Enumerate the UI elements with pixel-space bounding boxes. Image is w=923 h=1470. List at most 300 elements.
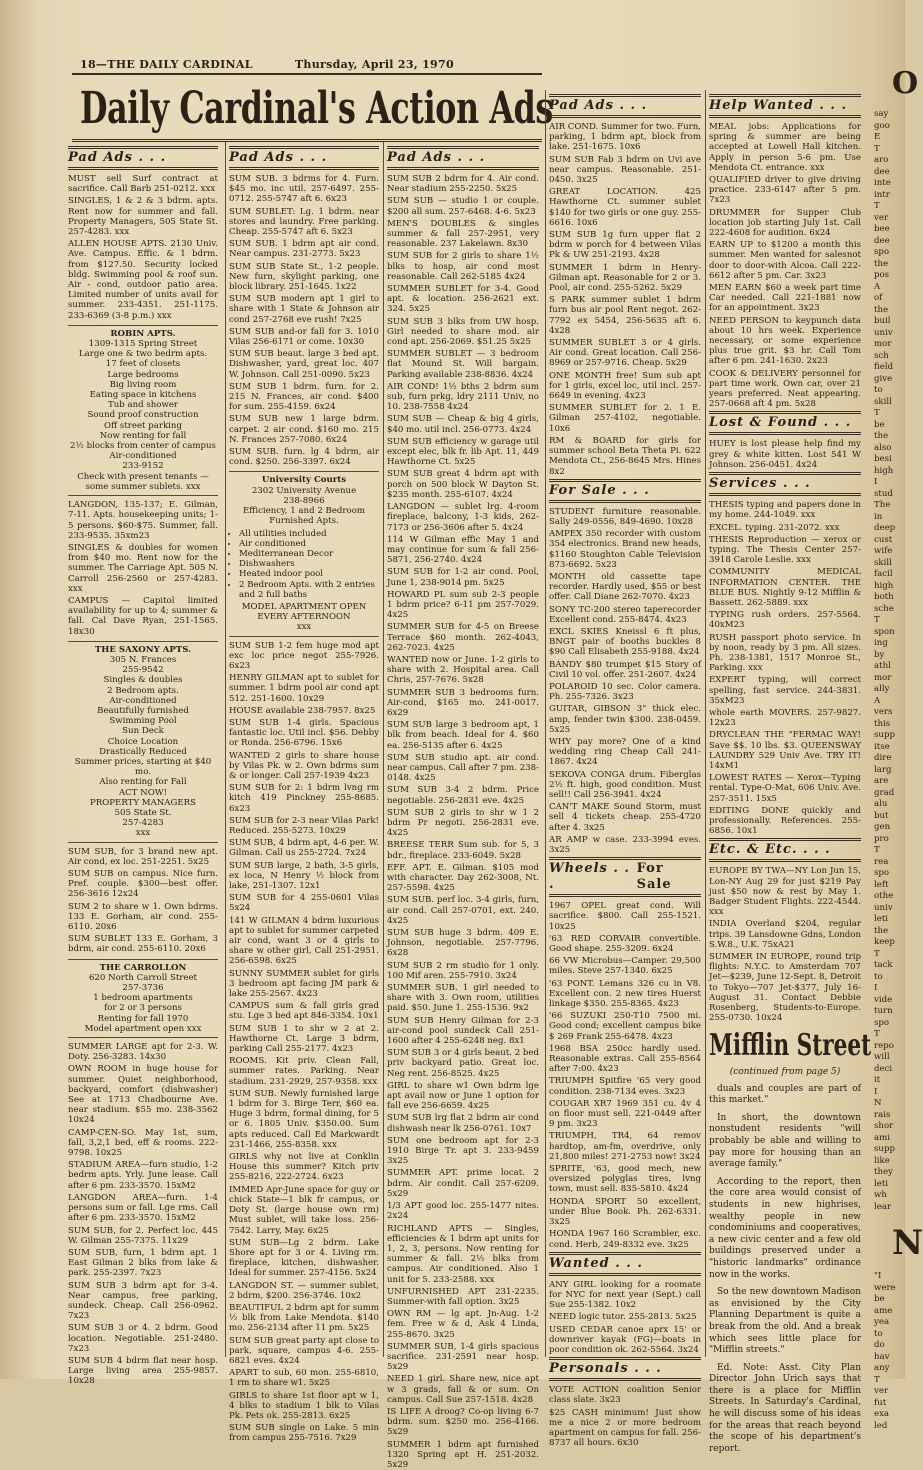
classified-ad: EXPERT typing, will correct spelling, fast service. 244-3831. 35xM23 bbox=[709, 675, 861, 706]
classified-ad: LOWEST RATES — Xerox—Typing rental. Type-O-Mat, 606 Univ. Ave. 257-3511. 15x5 bbox=[709, 773, 861, 804]
text-fragment: skill bbox=[874, 557, 892, 568]
story-headline: Mifflin Street bbox=[709, 1028, 872, 1064]
story-paragraph: In short, the downtown nonstudent residents "will probably be able and willing to pay more for housing than an average family." bbox=[709, 1112, 861, 1170]
classified-ad: LANGDON AREA—furn. 1-4 persons sum or fall. Lge rms. Call after 6 pm. 233-3570. 15xM2 bbox=[68, 1192, 218, 1224]
classified-ad: SUMMER SUBLET 3 or 4 girls. Air cond. Great location. Call 256-8969 or 257-9716. Cheap. 5x29 bbox=[549, 338, 701, 369]
display-ad-line: MODEL APARTMENT OPEN bbox=[241, 601, 367, 612]
text-fragment: T bbox=[874, 1374, 880, 1385]
classified-ad: whole earth MOVERS. 257-9827. 12x23 bbox=[709, 707, 861, 729]
classified-ad: HONDA SPORT 50 excellent, under Blue Book. Ph. 262-6331. 3x25 bbox=[549, 1196, 701, 1228]
text-fragment: this bbox=[874, 718, 891, 729]
display-ad-line: Check with present tenants — some summer sublets. xxx bbox=[77, 471, 209, 492]
classified-ad: AMPEX 350 recorder with custom 354 electronics. Brand new heads, $1160 Stoughton Cable Television 873-6692. 5x23 bbox=[549, 529, 701, 570]
display-ad-line: Furnished Apts. bbox=[269, 516, 339, 527]
text-fragment: ally bbox=[874, 684, 890, 694]
story-paragraph: Ed. Note: Asst. City Plan Director John Urich says that there is a place for Mifflin Streets. In Saturday's Cardinal, he will discuss some of his ideas for the areas that reach beyond the scope of his department's report. bbox=[709, 1362, 861, 1454]
ad-list bbox=[68, 174, 218, 321]
classified-ad: SUM SUB 1-2 fem huge mod apt exc loc price negot 255-7926. 6x23 bbox=[229, 640, 379, 671]
display-ad-line: 2½ blocks from center of campus bbox=[70, 441, 216, 452]
text-fragment: T bbox=[874, 1029, 880, 1039]
text-fragment: stud bbox=[874, 488, 893, 499]
classified-ad: SUMMER 1 bdrm in Henry-Gilman apt. Reasonable for 2 or 3. Pool, air cond. 255-5262. 5x29 bbox=[549, 262, 701, 294]
text-fragment: facil bbox=[874, 569, 893, 579]
text-fragment: pro bbox=[874, 833, 889, 844]
text-fragment: left bbox=[874, 879, 889, 890]
classified-ad: SUM SUB 3 blks from UW hosp. Girl needed to share mod. air cond apt. 256-2069. $51.25 5x25 bbox=[387, 316, 539, 348]
classified-ad: USED CEDAR canoe aprx 15' or downriver kayak (FG)—boats in poor condition ok. 262-5564. 3x24 bbox=[549, 1324, 701, 1355]
amenity-item: • All utilities included bbox=[239, 529, 379, 539]
classified-ad: SUM SUB 2 bdrm for 4. Air cond. Near stadium 255-2250. 5x25 bbox=[387, 174, 539, 195]
classified-ad: EUROPE BY TWA—NY Lon Jun 15, Lon-NY Aug 29 for just $219 Pay just $50 now & rest by May 1. Badger Student Flights. 222-4544. xxx bbox=[709, 866, 861, 918]
classified-ad: SUM SUB 1 to shr w 2 at 2. Hawthorne Ct. Large 3 bdrm, parking Call 255-2177. 4x23 bbox=[229, 1023, 379, 1055]
text-fragment: shor bbox=[874, 1121, 894, 1131]
classified-ad: AIR COND! 1½ bths 2 bdrm sum sub, furn prkg, ldry 2111 Univ, no 10. 238-7558 4x24 bbox=[387, 381, 539, 413]
text-fragment: wh bbox=[874, 1190, 887, 1200]
text-fragment: mor bbox=[874, 339, 892, 349]
section-header-pad-ads: Pad Ads . . . bbox=[229, 146, 379, 170]
column-rule bbox=[383, 142, 384, 1357]
classified-ad: SUMMER SUB. 1 girl needed to share with 3. Own room, utilities paid. $50. June 1. 255-1536. 9x2 bbox=[387, 983, 539, 1014]
classified-ad: SUM SUB, for 3 brand new apt. Air cond, ex loc. 251-2251. 5x25 bbox=[68, 846, 218, 867]
classified-ad: IS LIFE A droog? Co-op living 6-7 bdrm. sum. $250 mo. 256-4166. 5x29 bbox=[387, 1406, 539, 1438]
classified-ad: COUGAR XR7 1969 351 cu. 4v 4 on floor must sell. 221-0449 after 9 pm. 3x23 bbox=[549, 1098, 701, 1130]
classified-ad: SINGLES, 1 & 2 & 3 bdrm. apts. Rent now for summer and fall. Property Managers, 505 State St. 257-4283. xxx bbox=[68, 196, 218, 238]
display-ad-line: Tub and shower bbox=[107, 400, 179, 411]
text-fragment: T bbox=[874, 408, 880, 418]
classified-ad: SUMMER SUBLET — 3 bedroom flat Mound St. Will bargain. Parking available 238-8836. 4x24 bbox=[387, 349, 539, 380]
text-fragment: ame bbox=[874, 1305, 893, 1316]
text-fragment: the bbox=[874, 258, 889, 269]
classified-ad: TRIUMPH Spitfire '65 very good condition. 238-7134 eves. 3x23 bbox=[549, 1076, 701, 1097]
text-fragment: ver bbox=[874, 212, 889, 223]
text-fragment: ver bbox=[874, 1386, 889, 1396]
classified-ad: HENRY GILMAN apt to sublet for summer. 1 bdrm pool air cond apt 512. 251-1600. 10x29 bbox=[229, 673, 379, 704]
display-ad-line: Now renting for fall bbox=[99, 430, 187, 441]
display-ad-title: THE CARROLLON bbox=[99, 962, 187, 973]
classified-ad: SUM SUB 3 or 4. 2 bdrm. Good location. Negotiable. 251-2480. 7x23 bbox=[68, 1323, 218, 1354]
text-fragment: vide bbox=[874, 994, 893, 1005]
text-fragment: sch bbox=[874, 350, 889, 361]
classified-ad: SUM SUB and-or fall for 3. 1010 Vilas 256-6171 or come. 10x30 bbox=[229, 326, 379, 348]
display-ad-title: University Courts bbox=[261, 475, 347, 486]
text-fragment: yea bbox=[874, 1317, 890, 1327]
classified-ad: MUST sell Surf contract at sacrifice. Call Barb 251-0212. xxx bbox=[68, 174, 218, 195]
page-number: 18—THE DAILY CARDINAL bbox=[80, 58, 253, 71]
adjacent-headline-fragment-2: N bbox=[892, 1223, 923, 1263]
classified-ad: SUM SUB lrg flat 2 bdrm air cond dishwash near lk 256-0761. 10x7 bbox=[387, 1113, 539, 1134]
classified-ad: SUM SUB. 1 bdrm apt air cond. Near campus. 231-2773. 5x23 bbox=[229, 239, 379, 260]
classified-ad: HONDA 1967 160 Scrambler, exc. cond. Herb, 249-8332 eve. 3x25 bbox=[549, 1229, 701, 1250]
classified-ad: AIR COND. Summer for two. Furn, parking, 1 bdrm apt, block from lake. 251-1675. 10x6 bbox=[549, 122, 701, 153]
classified-ad: SUMMER 1 bdrm apt furnished 1320 Spring apt H. 251-2032. 5x29 bbox=[387, 1439, 539, 1470]
story-jump-line: (continued from page 5) bbox=[729, 1067, 841, 1078]
classified-ad: SUM one bedroom apt for 2-3 1910 Birge Tr. apt 3. 233-9459 3x25 bbox=[387, 1135, 539, 1167]
issue-date: Thursday, April 23, 1970 bbox=[294, 58, 454, 71]
text-fragment: high bbox=[874, 580, 894, 591]
text-fragment: rais bbox=[874, 1109, 891, 1120]
classified-ad: SUM SUB beaut. large 3 bed apt. Dishwasher, yard, great loc. 407 W. Johnson. Call 251-0090. 5x23 bbox=[229, 349, 379, 380]
display-ad-footer bbox=[229, 602, 379, 633]
text-fragment: were bbox=[874, 1282, 896, 1293]
column-1 bbox=[68, 144, 218, 1387]
classified-ad: CAN'T MAKE Sound Storm, must sell 4 tickets cheap. 255-4720 after 4. 3x25 bbox=[549, 802, 701, 833]
text-fragment: high bbox=[874, 465, 894, 476]
text-fragment: spon bbox=[874, 626, 895, 637]
folio-line bbox=[80, 58, 560, 71]
ad-list bbox=[549, 507, 701, 856]
column-2 bbox=[229, 144, 379, 1444]
classified-ad: IMMED Apr-June space for guy or chick State—1 blk fr campus, or Doty St. (large house own rm) Must sublet, will take loss. 256-7542. Larry, May. 6x25 bbox=[229, 1184, 379, 1236]
classified-ad: POLAROID 10 sec. Color camera. Ph. 255-7326. 3x23 bbox=[549, 681, 701, 703]
text-fragment: will bbox=[874, 1052, 890, 1062]
display-ad-bullets bbox=[229, 529, 379, 600]
section-header-help-wanted: Help Wanted . . . bbox=[709, 94, 861, 118]
ad-list bbox=[549, 901, 701, 1250]
text-fragment: they bbox=[874, 1167, 893, 1177]
display-ad-title: THE SAXONY APTS. bbox=[94, 644, 192, 655]
classified-ad: SUM SUBLET: Lg. 1 bdrm. near stores and laundry. Free parking. Cheap. 255-5747 aft 6. 5x23 bbox=[229, 206, 379, 238]
classified-ad: HUEY is lost please help find my grey & white kitten. Lost 541 W Johnson. 256-0451. 4x24 bbox=[709, 439, 861, 470]
classified-ad: WANTED 2 girls to share house by Vilas Pk. w 2. Own bdrms sum & or longer. Call 257-1939 4x23 bbox=[229, 750, 379, 781]
text-fragment: T bbox=[874, 948, 880, 959]
classified-ad: INDIA Overland $204, regular trips. 39 Lansdowne Gdns, London S.W.8., U.K. 75xA21 bbox=[709, 919, 861, 950]
text-fragment: like bbox=[874, 1155, 890, 1166]
story-paragraph: So the new downtown Madison as envisioned by the City Planning Department is quite a break from the old. And a break which sees little place for "Mifflin streets." bbox=[709, 1287, 861, 1356]
column-3 bbox=[387, 144, 539, 1470]
text-fragment: keep bbox=[874, 937, 895, 947]
classified-ad: 66 VW Microbus—Camper. 29,500 miles. Steve 257-1340. 6x25 bbox=[549, 956, 701, 977]
text-fragment: are bbox=[874, 776, 889, 786]
classified-ad: SUM SUB 1 bdrm. furn. for 2. 215 N. Frances, air cond. $400 for sum. 255-4159. 6x24 bbox=[229, 381, 379, 413]
text-fragment: the bbox=[874, 431, 889, 441]
text-fragment: I bbox=[874, 477, 878, 487]
classified-ad: LANGDON, 135-137; E. Gilman, 7-11. Apts. housekeeping units; 1-5 persons. $60-$75. Summer, fall. 233-9535. 35xm23 bbox=[68, 500, 218, 541]
text-fragment: larg bbox=[874, 764, 892, 775]
classified-ad: SUM SUB Fab 3 bdrm on Uvi ave near campus. Reasonable. 251-0450. 3x25 bbox=[549, 154, 701, 186]
display-ad-line: for 2 or 3 persons bbox=[104, 1003, 182, 1014]
text-fragment: spo bbox=[874, 868, 890, 878]
display-ad-line: Large one & two bedrm apts. bbox=[78, 349, 208, 360]
classified-ad: NEED PERSON to keypunch data about 10 hrs week. Experience necessary, or some experience plus true grit. $3 hr. Call Tom after 6 pm. 241-1630. 2x23 bbox=[709, 315, 861, 367]
text-fragment: N bbox=[874, 1098, 882, 1108]
ad-list bbox=[709, 439, 861, 470]
section-header-lost-found: Lost & Found . . . bbox=[709, 411, 861, 435]
classified-ad: ALLEN HOUSE APTS. 2130 Univ. Ave. Campus. Effic. & 1 bdrm. from $127.50. Security locked bldg. Swimming pool & roof sun. Air - cond, outdoor patio area. Limited number of units avail for summer. 233-4351. 251-1175. 233-6369 (3-8 p.m.) xxx bbox=[68, 239, 218, 321]
wheels-for-sale-label: For Sale bbox=[636, 861, 672, 893]
display-ad-line: Choice Location bbox=[107, 736, 179, 747]
ad-list bbox=[68, 847, 218, 955]
classified-ad: SUMMER SUBLET for 2. 1 E. Gilman 257-4102, negotiable. 10x6 bbox=[549, 403, 701, 434]
classified-ad: DRYCLEAN THE "FERMAC WAY! Save $$. 10 lbs. $3. QUEENSWAY LAUNDRY 529 Univ Ave. TRY IT! 14xM1 bbox=[709, 730, 861, 771]
text-fragment: othe bbox=[874, 891, 894, 901]
classified-ad: TRIUMPH, TR4, 64 remov hardtop, am-fm, overdrive, only 21,800 miles! 271-2753 now! 3x24 bbox=[549, 1131, 701, 1162]
column-5 bbox=[709, 92, 872, 1454]
text-fragment: vers bbox=[874, 707, 893, 717]
display-ad-line: 1 bedroom apartments bbox=[93, 993, 193, 1004]
classified-ad: UNFURNISHED APT 231-2235. Summer-with fall option. 3x25 bbox=[387, 1286, 539, 1307]
text-fragment: lear bbox=[874, 1201, 892, 1212]
story-paragraph: According to the report, then the core area would consist of students in new highrises, wealthy people in new condominiums and cooperatives, a new civic center and a few old buildings preserved under a "historic landmarks" ordinance now in the works. bbox=[709, 1176, 861, 1280]
text-fragment: A bbox=[874, 695, 881, 706]
text-fragment: grad bbox=[874, 787, 895, 798]
classified-ad: BREESE TERR Sum sub. for 5, 3 bdr., fireplace. 233-6049. 5x28 bbox=[387, 840, 539, 861]
section-header-personals: Personals . . . bbox=[549, 1357, 701, 1381]
classified-ad: SUM SUB, for 2. Perfect loc. 445 W. Gilman 255-7375. 11x29 bbox=[68, 1225, 218, 1246]
text-fragment: cust bbox=[874, 534, 893, 545]
classified-ad: QUALIFIED driver to give driving practice. 233-6147 after 5 pm. 7x23 bbox=[709, 175, 861, 206]
classified-ad: SUM SUB 3 or 4 girls beaut. 2 bed priv backyard patio. Great loc. Neg rent. 256-8525. 4x25 bbox=[387, 1048, 539, 1079]
amenity-item: • Dishwashers bbox=[239, 559, 379, 569]
classified-ad: STADIUM AREA—furn studio, 1-2 bedrm apts. Yrly. June lease. Call after 6 pm. 233-3570. 15xM2 bbox=[68, 1160, 218, 1191]
ad-list bbox=[709, 500, 861, 836]
text-fragment: the bbox=[874, 304, 889, 315]
classified-ad: SUNNY SUMMER sublet for girls 3 bedroom apt facing JM park & lake 255-2567. 4x23 bbox=[229, 968, 379, 1000]
classified-ad: SUM 2 to share w 1. Own bdrms. 133 E. Gorham, air cond. 255-6110. 20x6 bbox=[68, 901, 218, 933]
display-ad-line: 233-9152 bbox=[122, 461, 164, 472]
text-fragment: both bbox=[874, 592, 894, 602]
display-ad-line: 257-3736 bbox=[122, 983, 164, 994]
amenity-item: • Air conditioned bbox=[239, 539, 379, 549]
classified-ad: '66 SUZUKI 250-T10 7500 mi. Good cond; excellent campus bike $ 269 Frank 255-6478. 4x23 bbox=[549, 1011, 701, 1042]
text-fragment: to bbox=[874, 971, 883, 982]
text-fragment: T bbox=[874, 143, 880, 154]
text-fragment: skill bbox=[874, 396, 892, 407]
text-fragment: "I bbox=[874, 1271, 882, 1281]
display-ad-line: Model apartment open xxx bbox=[84, 1023, 202, 1034]
display-ad-line: 1309-1315 Spring Street bbox=[88, 339, 198, 350]
ad-list bbox=[549, 1385, 701, 1448]
text-fragment: deci bbox=[874, 1063, 893, 1074]
classified-ad: SUMMER SUBLET for 3-4. Good apt. & location. 256-2621 ext. 324. 5x25 bbox=[387, 284, 539, 315]
display-ad-line: Large bedrooms bbox=[107, 369, 179, 380]
classified-ad: SUM SUB for 2 girls to share 1½ blks to hosp, air cond most reasonable. Call 262-5185 4x24 bbox=[387, 251, 539, 282]
text-fragment: it bbox=[874, 1075, 881, 1085]
display-ad-line: ACT NOW! bbox=[118, 787, 168, 798]
display-ad-lines bbox=[68, 973, 218, 1034]
text-fragment: T bbox=[874, 845, 880, 855]
classified-ad: SUM SUB — studio 1 or couple. $200 all sum. 257-6468. 4-6. 5x23 bbox=[387, 196, 539, 217]
text-fragment: hav bbox=[874, 1351, 890, 1362]
text-fragment: athl bbox=[874, 661, 891, 671]
display-ad-line: xxx bbox=[296, 622, 312, 633]
ad-list bbox=[387, 174, 539, 1470]
classified-ad: CAMPUS — Capitol limited availability for up to 4; summer & fall. Cal Dave Ryan, 251-1565. 18x30 bbox=[68, 595, 218, 637]
text-fragment: univ bbox=[874, 902, 893, 913]
classified-ad: SUM SUB. Newly furnished large 1 bdrm for 3. Birge Terr, $60 ea. Huge 3 bdrm, formal dining, for 5 or 6. 1805 Univ. $350.00. Sum apts reduced. Call Ed Markwardt 231-1466, 255-8358. xxx bbox=[229, 1088, 379, 1150]
text-fragment: univ bbox=[874, 327, 893, 338]
text-fragment: dee bbox=[874, 166, 890, 177]
text-fragment: do bbox=[874, 1340, 885, 1350]
text-fragment: field bbox=[874, 362, 894, 372]
classified-ad: GREAT LOCATION. 425 Hawthorne Ct. summer sublet $140 for two girls or one guy. 255-6616. 10x6 bbox=[549, 187, 701, 228]
section-header-pad-ads: Pad Ads . . . bbox=[68, 146, 218, 170]
adjacent-text-fragments-2 bbox=[868, 1271, 905, 1432]
display-ad-line: Drastically Reduced bbox=[99, 746, 187, 757]
classified-ad: S PARK summer sublet 1 bdrm furn bus air pool Rent negot. 262-7792 ex 5454, 256-5635 aft 6. 4x28 bbox=[549, 295, 701, 336]
classified-ad: SUMMER IN EUROPE, round trip flights: N.Y.C. to Amsterdam 707 Jet—$239, June 12-Sept. 8, Detroit to Tokyo—707 Jet-$377, July 16-August 31. Contact Debbie Rosenberg, Students-to-Europe. 255-0730. 10x24 bbox=[709, 952, 861, 1024]
text-fragment: dee bbox=[874, 235, 890, 246]
text-fragment: leti bbox=[874, 914, 889, 924]
text-fragment: sche bbox=[874, 603, 894, 614]
display-ad-line: 255-9542 bbox=[122, 665, 164, 676]
classified-ad: SUM SUBLET 133 E. Gorham, 3 bdrm, air cond. 255-6110. 20x6 bbox=[68, 934, 218, 955]
classified-ad: SUM SUB State St., 1-2 people. New furn, skylight parking, one block library. 251-1645. 1x22 bbox=[229, 261, 379, 293]
display-ad-line: Sound proof construction bbox=[87, 410, 199, 421]
text-fragment: give bbox=[874, 373, 893, 384]
display-ad-saxony-apts bbox=[68, 641, 218, 843]
display-ad-line: Beautifully furnished bbox=[97, 705, 189, 716]
classified-ad: SUMMER LARGE apt for 2-3. W. Doty. 256-3283. 14x30 bbox=[68, 1042, 218, 1063]
classified-ad: GIRL to share w1 Own bdrm lge apt avail now or June 1 option for fall eve 256-6659. 4x25 bbox=[387, 1080, 539, 1112]
ad-list bbox=[549, 122, 701, 477]
classified-ad: SUM SUB, 4 bdrm apt, 4-6 per. W. Gilman. Call us 255-2724. 7x24 bbox=[229, 838, 379, 859]
display-ad-lines bbox=[68, 339, 218, 492]
classified-ad: 1968 BSA 250cc hardly used. Reasonable extras. Call 255-8564 after 7:00. 4x23 bbox=[549, 1043, 701, 1075]
masthead-rule bbox=[72, 139, 542, 142]
classified-ad: SUM SUB for 2: 1 bdrm lvng rm kitch 419 Pinckney 255-8685. 6x23 bbox=[229, 783, 379, 814]
ad-list bbox=[709, 122, 861, 409]
text-fragment: to bbox=[874, 385, 883, 395]
classified-ad: SUM SUB new 1 large bdrm. carpet. 2 air cond. $160 mo. 215 N. Frances 257-7080. 6x24 bbox=[229, 414, 379, 445]
ad-list bbox=[549, 1280, 701, 1355]
classified-ad: GIRLS why not live at Conklin House this summer? Kitch priv 255-8216, 222-2724. 6x23 bbox=[229, 1152, 379, 1183]
text-fragment: I bbox=[874, 983, 878, 993]
display-ad-line: 238-8966 bbox=[283, 495, 325, 506]
display-ad-line: Efficiency, 1 and 2 Bedroom bbox=[242, 506, 366, 517]
classified-ad: MEN'S DOUBLES & singles summer & fall 257-2951, very reasonable. 237 Lakelawn. 8x30 bbox=[387, 218, 539, 250]
classified-ad: RM & BOARD for girls for summer school Beta Theta Pi. 622 Mendota Ct., 256-8645 Mrs. Hines 8x2 bbox=[549, 435, 701, 477]
classified-ad: TYPING rush orders. 257-5564. 40xM23 bbox=[709, 610, 861, 631]
amenity-item: • Heated indoor pool bbox=[239, 569, 379, 579]
classified-ad: CAMPUS sum & fall girls grad stu. Lge 3 bed apt 846-3354. 10x1 bbox=[229, 1001, 379, 1022]
adjacent-page-edge bbox=[868, 40, 923, 1431]
text-fragment: T bbox=[874, 201, 880, 211]
display-ad-line: Eating space in kitchens bbox=[89, 390, 197, 401]
classified-ad: VOTE ACTION coalition Senior class slate. 3x23 bbox=[549, 1385, 701, 1406]
display-ad-lines bbox=[229, 486, 379, 527]
text-fragment: be bbox=[874, 1294, 885, 1304]
display-ad-line: Also renting for Fall bbox=[99, 777, 187, 788]
classified-ad: MEN EARN $60 a week part time Car needed. Call 221-1881 now for an appointment. 3x23 bbox=[709, 283, 861, 314]
section-header-etc: Etc. & Etc. . . . bbox=[709, 838, 861, 862]
text-fragment: alu bbox=[874, 799, 888, 809]
classified-ad: SINGLES & doubles for women from $40 mo. Rent now for the summer. The Carriage Apt. 505 N. Carroll 256-2560 or 257-4283. xxx bbox=[68, 542, 218, 594]
text-fragment: dire bbox=[874, 753, 892, 763]
section-header-wheels bbox=[549, 857, 701, 897]
text-fragment: to bbox=[874, 1328, 883, 1339]
classified-ad: NEED 1 girl. Share new, nice apt w 3 grads, fall & or sum. On campus. Call Sue 257-1518. 4x28 bbox=[387, 1374, 539, 1405]
classified-ad: THESIS typing and papers done in my home. 244-1049. xxx bbox=[709, 500, 861, 521]
section-header-services: Services . . . bbox=[709, 472, 861, 496]
section-header-for-sale: For Sale . . . bbox=[549, 479, 701, 503]
text-fragment: repo bbox=[874, 1040, 894, 1051]
column-rule bbox=[705, 90, 706, 1357]
story-body bbox=[709, 1084, 861, 1456]
text-fragment: in bbox=[874, 511, 883, 522]
text-fragment: tack bbox=[874, 960, 893, 970]
classified-ad: $25 CASH minimum! Just show me a nice 2 or more bedroom apartment on campus for fall. 256-8737 all hours. 6x30 bbox=[549, 1407, 701, 1449]
display-ad-line: Renting for fall 1970 bbox=[97, 1013, 189, 1024]
classified-ad: ROOMS. Kit priv. Clean Fall, summer rates. Parking. Near stadium. 231-2929, 257-9358. xxx bbox=[229, 1056, 379, 1087]
display-ad-carrollon bbox=[68, 959, 218, 1038]
classified-ad: CAMP-CEN-SO. May 1st, sum, fall, 3,2,1 bed, eff & rooms. 222-9798. 10x25 bbox=[68, 1127, 218, 1159]
text-fragment: turn bbox=[874, 1006, 893, 1016]
classified-ad: SUM SUB modern apt 1 girl to share with 1 State & Johnson air cond 257-2768 eve rush! 7x25 bbox=[229, 294, 379, 325]
classified-ad: SUM SUB for 1-2 air cond. Pool, June 1, 238-9014 pm. 5x25 bbox=[387, 567, 539, 588]
classified-ad: SUMMER SUB 3 bedrooms furn. Air-cond, $165 mo. 241-0017. 6x29 bbox=[387, 687, 539, 718]
classified-ad: HOUSE available 238-7957. 8x25 bbox=[229, 705, 376, 716]
classified-ad: SUM SUB huge 3 bdrm. 409 E. Johnson, negotiable. 257-7796. 6x28 bbox=[387, 928, 539, 959]
display-ad-line: 2 Bedroom apts. bbox=[107, 685, 179, 696]
display-ad-line: Air-conditioned bbox=[109, 451, 177, 462]
classified-ad: EXCL SKIES Kneissl 6 ft plus, BNGT pair of booths buckles 8 $90 Call Elisabeth 255-9188. 4x24 bbox=[549, 626, 701, 658]
classified-ad: COMMUNITY MEDICAL INFORMATION CENTER. THE BLUE BUS. Nightly 9-12 Mifflin & Bassett. 262-5889. xxx bbox=[709, 567, 861, 608]
classified-ad: LANGDON — sublet lrg. 4-room fireplace, balcony, 1-3 kids, 262-7173 or 256-3606 after 5. 4x24 bbox=[387, 502, 539, 533]
classified-ad: RUSH passport photo service. In by noon, ready by 3 pm. All sizes. Ph. 238-1381, 1517 Monroe St., Parking. xxx bbox=[709, 632, 861, 674]
classified-ad: SUM SUB 3-4 2 bdrm. Price negotiable. 256-2831 eve. 4x25 bbox=[387, 785, 539, 806]
classified-ad: SUM SUB Henry Gilman for 2-3 air-cond pool sundeck Call 251-1600 after 4 255-6248 neg. 8x1 bbox=[387, 1015, 539, 1047]
classified-ad: SUM SUB. perf loc. 3-4 girls, furn, air cond. Call 257-0701, ext. 240. 4x25 bbox=[387, 895, 539, 926]
display-ad-robin-apts bbox=[68, 325, 218, 496]
classified-ad: SUM SUB 2 girls to shr w 1 2 bdrm Pr negoti. 256-2831 eve. 4x25 bbox=[387, 807, 539, 839]
text-fragment: also bbox=[874, 442, 892, 453]
display-ad-title: ROBIN APTS. bbox=[110, 328, 176, 339]
ad-list bbox=[709, 866, 861, 1023]
display-ad-line: Big living room bbox=[109, 379, 177, 390]
text-fragment: mor bbox=[874, 672, 892, 683]
text-fragment: the bbox=[874, 925, 889, 936]
display-ad-line: 305 N. Frances bbox=[109, 654, 177, 665]
display-ad-lines bbox=[68, 655, 218, 839]
classified-ad: BEAUTIFUL 2 bdrm apt for summ ½ blk from Lake Mendota. $140 mo. 256-2134 after 11 pm. 5x25 bbox=[229, 1302, 379, 1334]
classified-ad: 141 W GILMAN 4 bdrm luxurious apt to sublet for summer carpeted air cond, want 3 or 4 girls to share w other girl, Call 251-2951. 256-6598. 6x25 bbox=[229, 915, 379, 967]
text-fragment: besi bbox=[874, 454, 892, 464]
display-ad-line: 17 feet of closets bbox=[105, 359, 181, 370]
classified-ad: SUM SUB for 4 255-0601 Vilas 5x24 bbox=[229, 893, 379, 914]
display-ad-line: xxx bbox=[135, 828, 151, 839]
classified-ad: SUM SUB great 4 bdrm apt with porch on 500 block W Dayton St. $235 month. 255-6107. 4x24 bbox=[387, 469, 539, 500]
classified-ad: HOWARD PL sum sub 2-3 people 1 bdrm price? 6-11 pm 257-7029. 4x25 bbox=[387, 589, 539, 621]
column-rule bbox=[225, 142, 226, 1357]
classified-ad: SUMMER APT. prime locat. 2 bdrm. Air condit. Call 257-6209. 5x29 bbox=[387, 1168, 539, 1199]
classified-ad: ONE MONTH free! Sum sub apt for 1 girls, excel loc, util incl. 257-6649 in evening. 4x23 bbox=[549, 370, 701, 402]
classified-ad: MEAL jobs: Applications for spring & summer are being accepted at Lowell Hall kitchen. Apply in person 5-6 pm. Use Mendota Ct. entrance. xxx bbox=[709, 122, 861, 173]
text-fragment: supp bbox=[874, 1144, 895, 1154]
adjacent-headline-fragment: O bbox=[892, 66, 919, 101]
text-fragment: The bbox=[874, 500, 891, 510]
classified-ad: SUM SUB great party apt close to park, square, campus 4-6. 255-6821 eves. 4x24 bbox=[229, 1335, 379, 1366]
classified-ad: SUM SUB 4 bdrm flat near hosp. Large living area 255-9857. 10x28 bbox=[68, 1355, 218, 1387]
classified-ad: SUM SUB — Cheap & big 4 girls, $40 mo. util incl. 256-0773. 4x24 bbox=[387, 414, 539, 435]
classified-ad: GUITAR, GIBSON 3" thick elec. amp, fender twin $300. 238-0459. 5x25 bbox=[549, 704, 701, 735]
display-ad-line: Off street parking bbox=[104, 420, 182, 431]
classified-ad: SUM SUB. furn. lg 4 bdrm, air cond. $250. 256-3397. 6x24 bbox=[229, 447, 379, 468]
text-fragment: supp bbox=[874, 730, 895, 740]
display-ad-line: Air-conditioned bbox=[109, 695, 177, 706]
text-fragment: by bbox=[874, 649, 885, 660]
classified-ad: RICHLAND APTS — Singles, efficiencies & 1 bdrm apt units for 1, 2, 3, persons. Now renting for summer & fall. 2½ blks from campus. Air conditioned. Also 1 unit for 5. 233-2588. xxx bbox=[387, 1223, 539, 1285]
display-ad-line: PROPERTY MANAGERS bbox=[89, 797, 197, 808]
column-4 bbox=[549, 92, 701, 1449]
classified-ad: COOK & DELIVERY personnel for part time work. Own car, over 21 years preferred. Neat appearing. 257-0668 aft 4 pm. 5x28 bbox=[709, 368, 861, 410]
text-fragment: spo bbox=[874, 1017, 890, 1028]
classified-ad: SUMMER SUB, 1-4 girls spacious sacrifice. 231-2591 near hosp. 5x29 bbox=[387, 1341, 539, 1373]
classified-ad: SUMMER SUB for 4-5 on Breese Terrace $60 month. 262-4043, 262-7023. 4x25 bbox=[387, 622, 539, 653]
classified-ad: NEED logic tutor. 255-2813. 5x25 bbox=[549, 1312, 697, 1323]
classified-ad: '63 RED CORVAIR convertible. Good shape. 255-3209. 6x24 bbox=[549, 933, 701, 955]
text-fragment: but bbox=[874, 810, 889, 821]
text-fragment: be bbox=[874, 419, 885, 430]
